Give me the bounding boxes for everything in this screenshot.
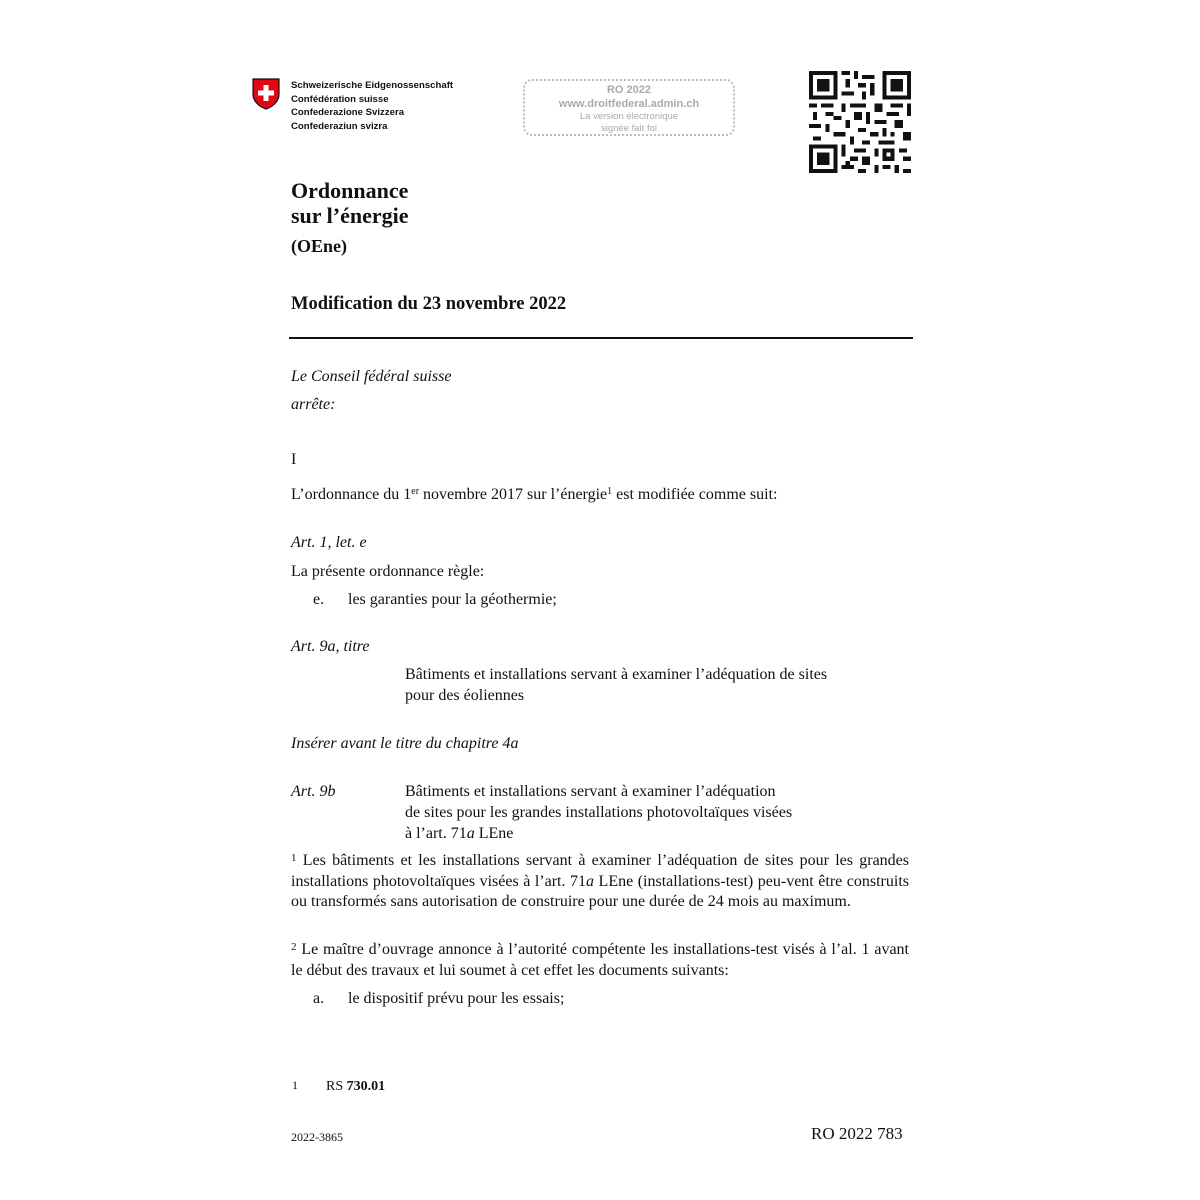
- footnote-prefix: RS: [326, 1079, 347, 1094]
- stamp-note-line1: La version électronique: [579, 111, 679, 122]
- paragraph-1-number: 1: [291, 852, 297, 864]
- swiss-cross-shield-icon: [252, 78, 280, 110]
- confederation-name-rm: Confederaziun svizra: [291, 120, 388, 132]
- document-title: [291, 178, 409, 228]
- footnote-rs-reference[interactable]: 730.01: [346, 1079, 386, 1094]
- footnote-number: 1: [292, 1078, 298, 1092]
- electronic-version-stamp: [523, 79, 735, 136]
- issuing-authority: Le Conseil fédéral suisse: [291, 368, 452, 385]
- section-number: I: [291, 451, 297, 468]
- art9b-label: [291, 782, 335, 802]
- art9b-label-prefix: Art. 9: [291, 783, 328, 800]
- paragraph-1-italic: a: [586, 872, 595, 890]
- art1-heading: Art. 1, let. e: [291, 534, 367, 551]
- confederation-name-it: Confederazione Svizzera: [291, 107, 405, 118]
- decrees-phrase: arrête:: [291, 396, 336, 413]
- art1-item-text: les garanties pour la géothermie;: [348, 591, 557, 608]
- document-number: 2022-3865: [291, 1130, 343, 1144]
- art9a-title-line-2: pour des éoliennes: [405, 687, 525, 704]
- art9b-title-line-3-italic: a: [466, 825, 475, 842]
- art9b-title-line-1: Bâtiments et installations servant à examiner l’adéquation: [405, 783, 776, 800]
- footnote-reference[interactable]: 1: [607, 486, 613, 497]
- insert-instruction: Insérer avant le titre du chapitre 4a: [291, 735, 519, 752]
- qr-code-icon: [809, 71, 911, 173]
- art9a-title-line-1: Bâtiments et installations servant à examiner l’adéquation de sites: [405, 666, 828, 683]
- intro-part-1: L’ordonnance du 1: [291, 486, 412, 503]
- intro-part-2: novembre 2017 sur l’énergie: [419, 486, 608, 503]
- art9b-label-suffix: b: [327, 783, 336, 800]
- intro-sentence: [291, 485, 777, 505]
- stamp-url: www.droitfederal.admin.ch: [558, 98, 700, 110]
- short-title: (OEne): [291, 236, 347, 256]
- paragraph-1-part-1: Les bâtiments et les installations servant à examiner l’adéquation de sites pour les grandes installations photovoltaïques visées à l’art. 71: [291, 852, 909, 890]
- stamp-note-line2: signée fait foi: [601, 123, 657, 134]
- art9b-item-letter: a.: [313, 990, 325, 1007]
- confederation-name-de: Schweizerische Eidgenossenschaft: [291, 80, 454, 91]
- confederation-name-fr: Confédération suisse: [291, 93, 389, 105]
- official-compilation-reference: RO 2022 783: [811, 1124, 903, 1143]
- art9b-paragraph-1: [291, 851, 909, 913]
- paragraph-2-number: 2: [291, 941, 297, 953]
- art9b-paragraph-2: [291, 940, 909, 981]
- modification-date: Modification du 23 novembre 2022: [291, 294, 567, 314]
- art1-item-letter: e.: [313, 591, 325, 608]
- title-divider: [289, 337, 913, 339]
- intro-part-3: est modifiée comme suit:: [612, 486, 778, 503]
- paragraph-2-text: Le maître d’ouvrage annonce à l’autorité compétente les installations-test visés à l’al. 1 avant le début des travaux et lui soumet à cet effet les documents suivants:: [291, 941, 909, 979]
- intro-superscript: er: [411, 486, 420, 497]
- stamp-ro-year: RO 2022: [606, 84, 652, 96]
- title-line-1: Ordonnance: [291, 178, 409, 203]
- art9b-title-line-3-prefix: à l’art. 71: [405, 825, 467, 842]
- art9a-heading: Art. 9a, titre: [291, 638, 370, 655]
- confederation-names: [291, 79, 453, 133]
- footnote-text: [326, 1079, 385, 1095]
- title-line-2: sur l’énergie: [291, 203, 409, 228]
- art9b-item-text: le dispositif prévu pour les essais;: [348, 990, 565, 1007]
- art1-intro: La présente ordonnance règle:: [291, 563, 485, 580]
- paragraph-1-part-2: LEne (installations-test) peu-vent être construits ou transformés sans autorisation de construire pour une durée de 24 mois au maximum.: [291, 872, 909, 910]
- art9b-title-line-3-suffix: LEne: [474, 825, 514, 842]
- art9b-title-line-2: de sites pour les grandes installations photovoltaïques visées: [405, 804, 793, 821]
- art9b-title-line-3: [405, 824, 513, 844]
